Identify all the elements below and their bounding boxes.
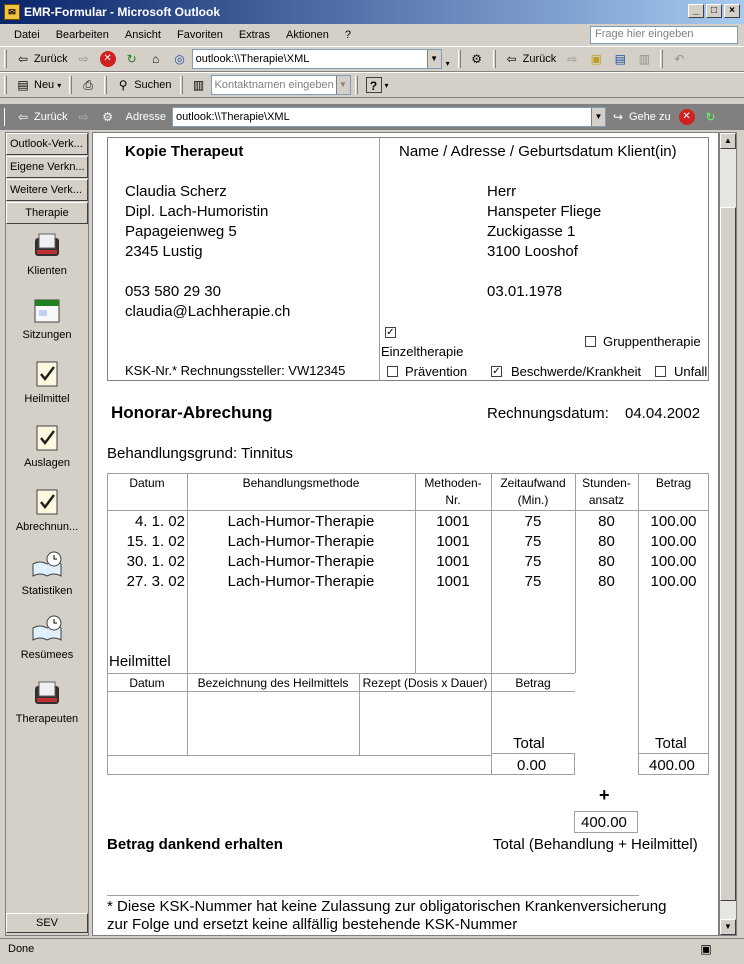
col-header-method: Behandlungsmethode [242, 476, 360, 490]
back-button-2[interactable]: ⇦ Zurück [500, 48, 561, 70]
therapist-title: Dipl. Lach-Humoristin [125, 203, 269, 220]
treatment-cell-rate: 80 [598, 533, 615, 550]
remedy-header-amount: Betrag [515, 676, 551, 690]
label-gruppentherapie: Gruppentherapie [603, 334, 701, 349]
web-address-combo[interactable]: outlook:\\Therapie\XML ▼ [192, 49, 442, 69]
status-text: Done [8, 943, 35, 955]
ksk-number: KSK-Nr.* Rechnungssteller: VW12345 [125, 363, 346, 378]
book-clock-icon [31, 550, 63, 582]
scroll-down-button[interactable]: ▼ [720, 919, 736, 935]
offline-status-icon: ▣ [700, 942, 712, 956]
client-city: 3100 Looshof [487, 243, 578, 260]
invoice-title: Honorar-Abrechung [111, 403, 273, 422]
search-globe-icon: ◎ [174, 52, 185, 66]
stop-button[interactable] [96, 48, 120, 70]
emr-form [92, 132, 719, 936]
treatment-cell-rate: 80 [598, 513, 615, 530]
options-icon: ⚙ [471, 52, 483, 66]
refresh-icon: ↻ [705, 110, 716, 124]
footnote-line-2: zur Folge und ersetzt keine allfällig bestehende KSK-Nummer [107, 916, 518, 933]
col-header-rate-1: Stunden- [582, 476, 631, 490]
vertical-scrollbar[interactable] [719, 132, 737, 936]
checkbox-einzeltherapie[interactable]: ✓ [386, 327, 395, 338]
grand-total: 400.00 [581, 814, 627, 831]
group-other-shortcuts[interactable]: Weitere Verk... [6, 179, 88, 201]
status-bar [0, 938, 744, 960]
options-button[interactable] [465, 48, 489, 70]
contact-search-input[interactable]: Kontaktnamen eingeben ▼ [211, 75, 351, 95]
search-web-button[interactable] [168, 48, 192, 70]
copy-title: Kopie Therapeut [125, 143, 244, 160]
stop-icon: ✕ [679, 109, 695, 125]
find-button[interactable]: ⚲ Suchen [111, 74, 175, 96]
outlook-app-icon: ✉ [4, 4, 20, 20]
client-name: Hanspeter Fliege [487, 203, 602, 220]
label-beschwerde: Beschwerde/Krankheit [511, 364, 642, 379]
group-my-shortcuts[interactable]: Eigene Verkn... [6, 156, 88, 178]
menu-favoriten[interactable]: Favoriten [176, 29, 223, 41]
col-header-rate-2: ansatz [588, 493, 625, 507]
home-icon: ⌂ [152, 52, 160, 66]
back-button[interactable]: ⇦ Zurück [11, 48, 72, 70]
addr-back-button[interactable]: ⇦ Zurück [11, 106, 72, 128]
grand-total-label: Total (Behandlung + Heilmittel) [493, 836, 698, 853]
treatment-cell-method: Lach-Humor-Therapie [227, 533, 375, 550]
therapist-street: Papageienweg 5 [125, 223, 237, 240]
address-book-icon: ▥ [192, 78, 205, 92]
go-arrow-icon: ↪ [612, 110, 624, 124]
calendar-icon [31, 294, 63, 326]
treatment-cell-method: Lach-Humor-Therapie [227, 573, 375, 590]
chevron-down-icon[interactable]: ▼ [427, 50, 441, 68]
help-icon: ? [366, 77, 382, 93]
treatment-cell-amount: 100.00 [650, 513, 697, 530]
scroll-up-button[interactable]: ▲ [720, 133, 736, 149]
treatment-cell-nr: 1001 [436, 533, 470, 550]
forward-button-2[interactable] [560, 48, 584, 70]
treatment-cell-method: Lach-Humor-Therapie [227, 513, 375, 530]
footnote-line-1: * Diese KSK-Nummer hat keine Zulassung zur obligatorischen Krankenversicherung [107, 898, 667, 915]
stop-icon: ✕ [100, 51, 116, 67]
treatment-reason: Behandlungsgrund: Tinnitus [107, 445, 293, 462]
undo-icon: ↶ [674, 52, 685, 66]
checkbox-praevention[interactable] [387, 366, 398, 377]
bar-item-auslagen[interactable]: Auslagen [6, 422, 88, 480]
client-street: Zuckigasse 1 [487, 223, 576, 240]
treatment-total-label: Total [655, 735, 687, 752]
treatment-cell-rate: 80 [598, 573, 615, 590]
window-title: EMR-Formular - Microsoft Outlook [24, 5, 220, 19]
menu-ansicht[interactable]: Ansicht [124, 29, 161, 41]
address-bar [0, 104, 744, 130]
treatment-cell-amount: 100.00 [650, 553, 697, 570]
menu-aktionen[interactable]: Aktionen [286, 29, 329, 41]
home-button[interactable] [144, 48, 168, 70]
therapist-city: 2345 Lustig [125, 243, 203, 260]
close-button[interactable]: × [724, 4, 740, 18]
refresh-button[interactable] [120, 48, 144, 70]
folder-list-icon: ▤ [614, 52, 626, 66]
checkbox-beschwerde[interactable]: ✓ [492, 366, 501, 377]
printer-icon: ⎙ [83, 78, 93, 92]
treatment-cell-method: Lach-Humor-Therapie [227, 553, 375, 570]
remedy-header-date: Datum [129, 676, 165, 690]
remedies-title: Heilmittel [109, 653, 171, 670]
up-folder-button[interactable] [584, 48, 608, 70]
remedy-header-name: Bezeichnung des Heilmittels [197, 676, 349, 690]
group-outlook-shortcuts[interactable]: Outlook-Verk... [6, 133, 88, 155]
remedy-header-recipe: Rezept (Dosis x Dauer) [362, 676, 488, 690]
remedy-total-label: Total [513, 735, 545, 752]
address-input[interactable]: outlook:\\Therapie\XML ▼ [172, 107, 606, 127]
addr-options-button[interactable] [96, 106, 120, 128]
col-header-time-2: (Min.) [517, 493, 549, 507]
web-toolbar: ⇦ Zurück ⇨ ✕ ↻ ⌂ ◎ outlook:\\Therapie\XML ▼ ▾ ⚙ ⇦ Zurück ⇨ ▣ ▤ ▥ ↶ [0, 46, 744, 72]
refresh-icon: ↻ [126, 52, 137, 66]
go-button[interactable]: ↪ Gehe zu [606, 106, 675, 128]
preview-pane-button[interactable] [632, 48, 656, 70]
treatment-total: 400.00 [649, 757, 695, 774]
addr-forward-button[interactable] [72, 106, 96, 128]
folder-list-button[interactable] [608, 48, 632, 70]
rolodex-icon [31, 678, 63, 710]
title-bar [0, 0, 744, 24]
client-salutation: Herr [487, 183, 517, 200]
help-search-input[interactable]: Frage hier eingeben [590, 26, 738, 44]
find-icon: ⚲ [118, 78, 128, 92]
treatment-cell-date: 4. 1. 02 [134, 513, 185, 530]
col-header-nr-1: Methoden- [424, 476, 482, 490]
chevron-down-icon[interactable]: ▼ [336, 76, 350, 94]
checklist-icon [31, 422, 63, 454]
bar-item-statistiken[interactable]: Statistiken [6, 550, 88, 608]
treatment-cell-time: 75 [524, 533, 542, 550]
help-button[interactable]: ? ▾ [362, 74, 393, 96]
bar-item-klienten[interactable]: Klienten [6, 230, 88, 288]
checkbox-unfall[interactable] [655, 366, 666, 377]
plus-sign: + [599, 785, 610, 805]
invoice-date-label: Rechnungsdatum: [487, 405, 609, 422]
checkbox-gruppentherapie[interactable] [585, 336, 596, 347]
group-sev[interactable]: SEV [6, 913, 88, 933]
menu-bearbeiten[interactable]: Bearbeiten [55, 29, 109, 41]
treatment-cell-time: 75 [524, 513, 542, 530]
back-arrow-icon: ⇦ [506, 52, 517, 66]
col-header-date: Datum [129, 476, 165, 490]
new-button[interactable]: ▤ Neu ▾ [11, 74, 65, 96]
bar-item-heilmittel[interactable]: Heilmittel [6, 358, 88, 416]
menu-extras[interactable]: Extras [238, 29, 271, 41]
bar-item-sitzungen[interactable]: Sitzungen [6, 294, 88, 352]
treatment-cell-amount: 100.00 [650, 533, 697, 550]
treatment-cell-time: 75 [524, 573, 542, 590]
treatment-cell-date: 27. 3. 02 [126, 573, 185, 590]
maximize-button[interactable]: □ [706, 4, 722, 18]
col-header-nr-2: Nr. [445, 493, 461, 507]
treatment-cell-rate: 80 [598, 553, 615, 570]
minimize-button[interactable]: _ [688, 4, 704, 18]
options-icon: ⚙ [102, 110, 113, 124]
therapist-name: Claudia Scherz [125, 183, 227, 200]
scroll-thumb[interactable] [720, 207, 736, 901]
label-praevention: Prävention [405, 364, 468, 379]
group-therapie[interactable]: Therapie [6, 202, 88, 224]
forward-arrow-icon: ⇨ [78, 52, 89, 66]
standard-toolbar [0, 72, 744, 98]
bar-item-abrechnungen[interactable]: Abrechnun... [6, 486, 88, 544]
invoice-date: 04.04.2002 [625, 405, 701, 422]
back-arrow-icon: ⇦ [17, 110, 29, 124]
treatment-cell-nr: 1001 [436, 553, 470, 570]
client-birthdate: 03.01.1978 [487, 283, 563, 300]
addr-stop-button[interactable] [675, 106, 699, 128]
new-item-icon: ▤ [17, 78, 29, 92]
menu-datei[interactable]: Datei [14, 29, 40, 41]
col-header-amount: Betrag [655, 476, 692, 490]
label-unfall: Unfall [674, 364, 708, 379]
treatment-cell-time: 75 [524, 553, 542, 570]
treatment-cell-amount: 100.00 [650, 573, 697, 590]
treatment-cell-date: 15. 1. 02 [126, 533, 185, 550]
received-text: Betrag dankend erhalten [107, 836, 283, 853]
undo-button[interactable] [667, 48, 691, 70]
addr-refresh-button[interactable] [699, 106, 723, 128]
print-button[interactable] [76, 74, 100, 96]
therapist-email: claudia@Lachherapie.ch [125, 303, 291, 320]
remedy-total: 0.00 [517, 757, 547, 774]
folder-up-icon: ▣ [590, 52, 602, 66]
treatment-cell-date: 30. 1. 02 [126, 553, 185, 570]
menu-help[interactable]: ? [344, 29, 351, 41]
therapist-phone: 053 580 29 30 [125, 283, 221, 300]
checklist-icon [31, 358, 63, 390]
forward-button[interactable] [72, 48, 96, 70]
back-arrow-icon: ⇦ [17, 52, 29, 66]
preview-icon: ▥ [638, 52, 650, 66]
address-label: Adresse [125, 111, 166, 123]
col-header-time-1: Zeitaufwand [500, 476, 566, 490]
book-clock-icon [31, 614, 63, 646]
client-header: Name / Adresse / Geburtsdatum Klient(in) [399, 143, 677, 160]
outlook-bar [5, 132, 89, 936]
treatment-cell-nr: 1001 [436, 573, 470, 590]
label-einzeltherapie: Einzeltherapie [381, 344, 464, 359]
bar-item-therapeuten[interactable]: Therapeuten [6, 678, 88, 736]
checklist-icon [31, 486, 63, 518]
rolodex-icon [31, 230, 63, 262]
forward-arrow-icon: ⇨ [78, 110, 89, 124]
bar-item-resumees[interactable]: Resümees [6, 614, 88, 672]
address-book-button[interactable] [187, 74, 211, 96]
treatment-cell-nr: 1001 [436, 513, 470, 530]
forward-arrow-icon: ⇨ [567, 52, 578, 66]
chevron-down-icon[interactable]: ▼ [591, 108, 605, 126]
